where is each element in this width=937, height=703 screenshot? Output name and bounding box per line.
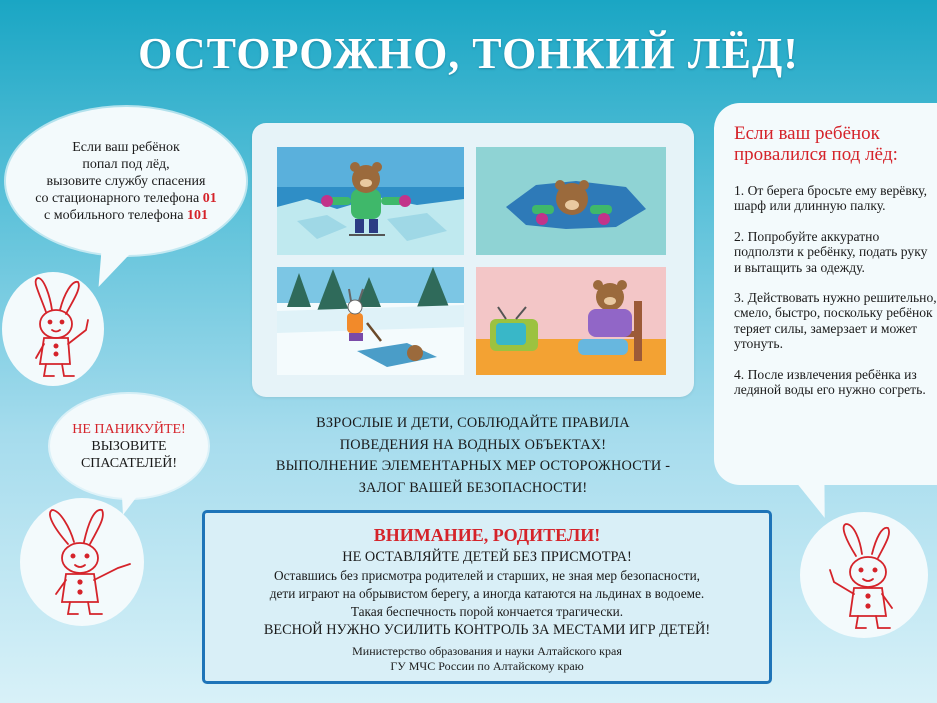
attention-line-3: дети играют на обрывистом берегу, а иногда катаются на льдинах в водоеме. [269,586,705,601]
rules-line-3: ВЫПОЛНЕНИЕ ЭЛЕМЕНТАРНЫХ МЕР ОСТОРОЖНОСТИ - [275,458,671,474]
bear-in-ice-hole-picture [476,147,666,255]
emergency-service-name: ГУ МЧС России по Алтайскому краю [390,659,584,673]
rabbit-pointing-icon [2,272,104,386]
step-4: 4. После извлечения ребёнка из ледяной воды его нужно согреть. [734,366,926,398]
heading-line-2: провалился под лёд: [734,144,898,165]
landline-label: со стационарного телефона [35,190,200,206]
ministry-name: Министерство образования и науки Алтайского края [352,644,622,658]
steps-list [734,183,937,397]
attention-line-1: НЕ ОСТАВЛЯЙТЕ ДЕТЕЙ БЕЗ ПРИСМОТРА! [342,549,632,565]
rules-line-2: ПОВЕДЕНИЯ НА ВОДНЫХ ОБЪЕКТАХ! [339,436,607,453]
rabbit-circle-3 [800,512,928,638]
mobile-label: с мобильного телефона [44,207,184,223]
call-line-1: Если ваш ребёнок [72,139,180,155]
no-panic-text: НЕ ПАНИКУЙТЕ! [72,421,186,437]
heading-line-1: Если ваш ребёнок [734,123,880,144]
rescuers-text: СПАСАТЕЛЕЙ! [80,455,178,471]
rabbit-circle-1 [2,272,104,386]
step-2: 2. Попробуйте аккуратно подползти к ребёнку, подать руку и вытащить за одежду. [734,228,928,275]
rules-line-1: ВЗРОСЛЫЕ И ДЕТИ, СОБЛЮДАЙТЕ ПРАВИЛА [316,415,630,431]
attention-line-4: Такая беспечность порой кончается трагически. [350,604,624,619]
landline-number: 01 [202,190,217,206]
rules-line-4: ЗАЛОГ ВАШЕЙ БЕЗОПАСНОСТИ! [358,479,588,496]
mobile-number: 101 [186,207,208,223]
bear-skating-picture [277,147,464,255]
call-text: ВЫЗОВИТЕ [91,438,167,454]
step-1: 1. От берега бросьте ему верёвку, шарф или длинную палку. [734,183,927,214]
call-line-5 [44,207,208,224]
step-3: 3. Действовать нужно решительно, смело, быстро, поскольку ребёнок теряет силы, замерзает и может утонуть. [734,290,937,352]
call-line-3: вызовите службу спасения [46,173,206,189]
bear-warming-picture [476,267,666,375]
no-panic-bubble [50,394,208,498]
rabbit-pointing-icon [800,512,928,638]
parents-attention-box [202,510,772,684]
call-line-4 [35,190,217,207]
rabbit-rescue-picture [277,267,464,375]
safety-rules-text [262,413,684,499]
call-line-2: попал под лёд, [82,156,170,172]
poster-title: ОСТОРОЖНО, ТОНКИЙ ЛЁД! [138,29,799,78]
rabbit-circle-2 [20,498,144,626]
call-rescue-bubble [6,107,246,255]
instructions-card [714,103,937,485]
attention-line-5: ВЕСНОЙ НУЖНО УСИЛИТЬ КОНТРОЛЬ ЗА МЕСТАМИ ИГР ДЕТЕЙ! [263,622,711,638]
instructions-heading [734,123,937,165]
attention-line-2: Оставшись без присмотра родителей и старших, не зная мер безопасности, [273,568,701,583]
rabbit-waving-icon [20,498,144,626]
illustration-panel [252,123,694,397]
attention-heading: ВНИМАНИЕ, РОДИТЕЛИ! [373,525,601,545]
